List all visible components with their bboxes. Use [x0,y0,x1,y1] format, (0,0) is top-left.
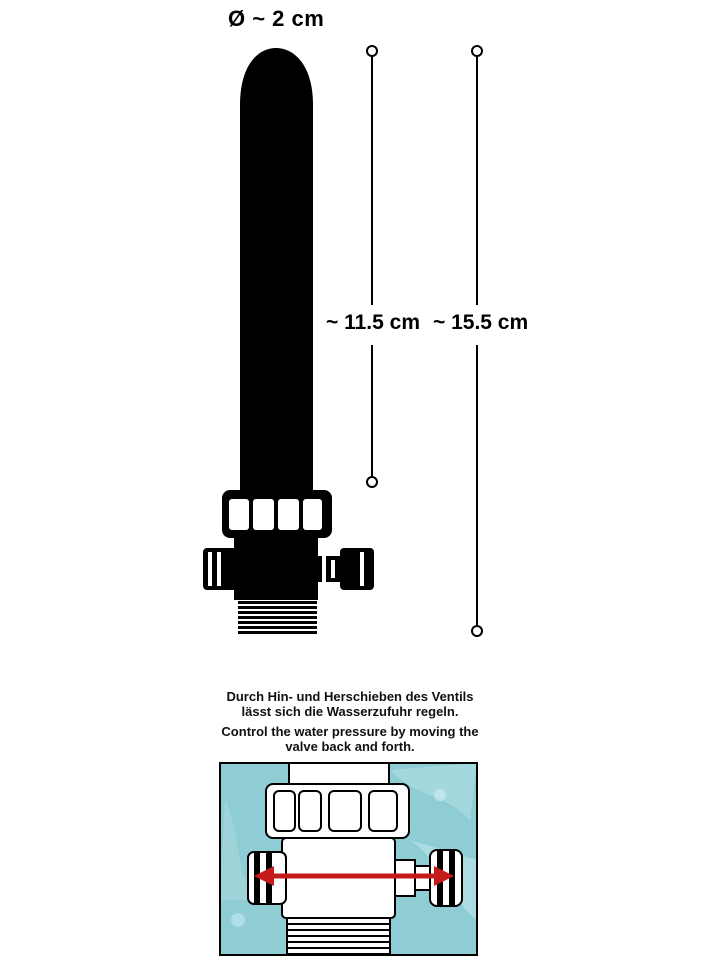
dimension-line-total [472,46,482,636]
instruction-english [200,724,500,754]
nozzle-shaft [240,48,313,490]
shower-attachment-icon [203,48,374,634]
valve-body [234,538,318,600]
dimension-line-short [367,46,377,487]
valve-detail-icon [220,763,477,958]
instruction-german-line1: Durch Hin- und Herschieben des Ventils [226,689,474,704]
instruction-german-line2: lässt sich die Wasserzufuhr regeln. [241,704,459,719]
insertable-length-label: ~ 11.5 cm [326,311,420,334]
thread [238,600,317,634]
instruction-german [200,689,500,719]
instruction-english-line1: Control the water pressure by moving the [221,724,479,739]
right-valve-knob [340,548,374,590]
total-length-label: ~ 15.5 cm [433,311,529,334]
instruction-english-line2: valve back and forth. [285,739,415,754]
diameter-label: Ø ~ 2 cm [228,6,325,31]
right-valve-stem [318,556,340,582]
